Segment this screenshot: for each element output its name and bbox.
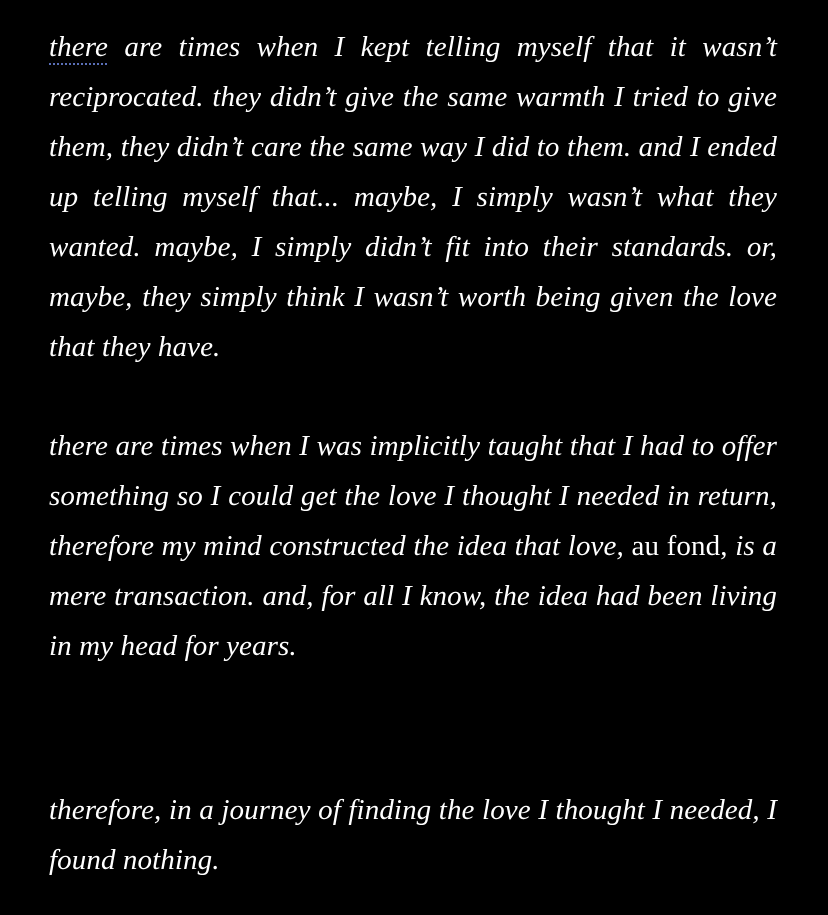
upright-phrase: au fond, (631, 530, 728, 562)
paragraph-1-text: are times when I kept telling myself that it wasn’t reciprocated. they didn’t give the same warmth I tried to give them, they didn’t care the same way I did to them. and I ended up telling myself that... maybe, I simply wasn’t what they wanted. maybe, I simply didn’t fit into their standards. or, maybe, they simply think I wasn’t worth being given the love that they have. (49, 31, 777, 363)
paragraph-2-text-start: there are times when I was implicitly taught that I had to offer something so I could get the love I thought I needed in return, therefore my mind constructed the idea that love, (49, 430, 777, 562)
paragraph-2 (49, 421, 777, 671)
paragraph-3 (49, 785, 777, 885)
paragraph-2-text-end: is a mere transaction. and, for all I know, the idea had been living in my head for years. (49, 530, 777, 662)
underlined-word: there (49, 31, 109, 63)
paragraph-3-text: therefore, in a journey of finding the love I thought I needed, I found nothing. (49, 794, 777, 876)
paragraph-1 (49, 22, 777, 372)
